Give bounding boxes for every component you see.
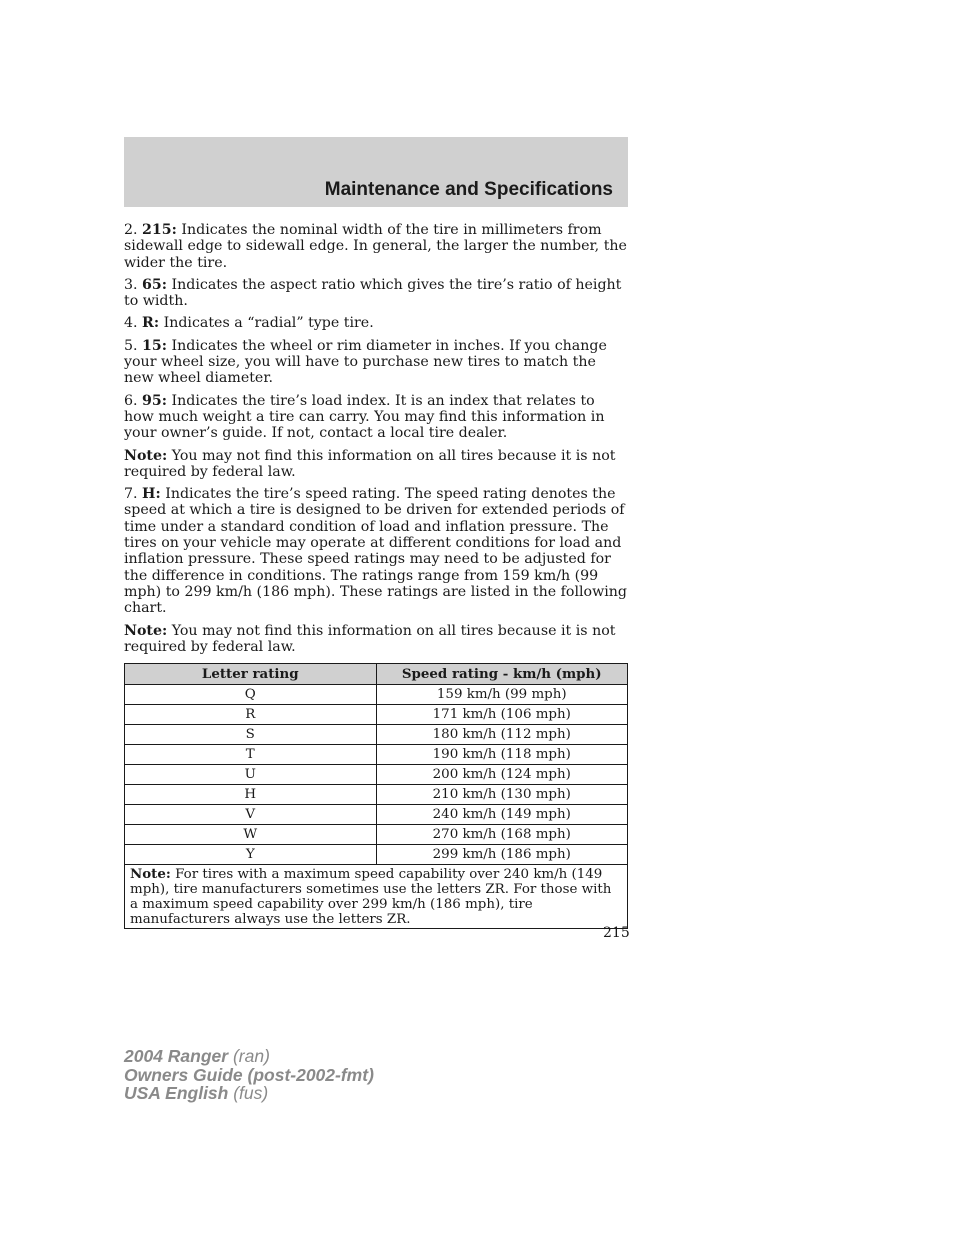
table-header-row [125, 664, 628, 685]
footer-code: (ran) [228, 1046, 270, 1066]
item-text: Indicates a “radial” type tire. [159, 315, 374, 332]
list-item [124, 315, 628, 331]
note-label: Note: [130, 866, 171, 883]
table-row [125, 745, 628, 765]
item-label: 15: [142, 337, 168, 354]
item-text: Indicates the wheel or rim diameter in inches. If you change your wheel size, you will have to purchase new tires to match the new wheel diameter. [124, 337, 607, 387]
list-item [124, 338, 628, 387]
item-text: Indicates the tire’s load index. It is an index that relates to how much weight a tire can carry. You may find this information in your owner’s guide. If not, contact a local tire dealer. [124, 392, 605, 442]
note-text: For tires with a maximum speed capability over 240 km/h (149 mph), tire manufacturers sometimes use the letters ZR. For those with a maximum speed capability over 299 km/h (186 mph), tire manufacturers always use the letters ZR. [130, 867, 612, 928]
footer-language: USA English [124, 1083, 229, 1103]
list-item [124, 222, 628, 271]
list-item [124, 277, 628, 310]
speed-cell: 210 km/h (130 mph) [376, 785, 628, 805]
letter-cell: W [125, 825, 377, 845]
column-header: Speed rating - km/h (mph) [376, 664, 628, 685]
letter-cell: H [125, 785, 377, 805]
item-number: 2. [124, 222, 143, 238]
footer-line [124, 1047, 374, 1066]
item-number: 7. [124, 486, 143, 503]
note-paragraph [124, 448, 628, 481]
page-number: 215 [603, 925, 630, 941]
table-row [125, 725, 628, 745]
footer-model: 2004 Ranger [124, 1046, 229, 1066]
item-number: 5. [124, 337, 143, 354]
speed-cell: 171 km/h (106 mph) [376, 705, 628, 725]
speed-cell: 200 km/h (124 mph) [376, 765, 628, 785]
speed-cell: 180 km/h (112 mph) [376, 725, 628, 745]
speed-cell: 159 km/h (99 mph) [376, 685, 628, 705]
column-header: Letter rating [125, 664, 377, 685]
table-row [125, 685, 628, 705]
table-row [125, 785, 628, 805]
table-row [125, 805, 628, 825]
letter-cell: R [125, 705, 377, 725]
note-text: You may not find this information on all tires because it is not required by federal law. [124, 447, 616, 480]
table-row [125, 825, 628, 845]
letter-cell: T [125, 745, 377, 765]
speed-cell: 240 km/h (149 mph) [376, 805, 628, 825]
letter-cell: S [125, 725, 377, 745]
table-note [125, 865, 628, 929]
section-title: Maintenance and Specifications [324, 179, 613, 200]
item-label: 215: [142, 222, 177, 238]
item-label: H: [142, 486, 161, 503]
footer-code: (fus) [228, 1083, 269, 1103]
footer-line [124, 1084, 374, 1103]
item-text: Indicates the aspect ratio which gives the tire’s ratio of height to width. [124, 276, 622, 310]
item-number: 3. [124, 276, 143, 293]
speed-cell: 299 km/h (186 mph) [376, 845, 628, 865]
list-item [124, 393, 628, 442]
footer-guide: Owners Guide (post-2002-fmt) [124, 1064, 374, 1085]
body-content [124, 222, 628, 929]
document-footer [124, 1047, 374, 1103]
list-item [124, 486, 628, 616]
note-label: Note: [124, 447, 168, 464]
footer-line [124, 1066, 374, 1085]
table-row [125, 705, 628, 725]
item-label: R: [142, 315, 160, 332]
note-text: You may not find this information on all tires because it is not required by federal law. [124, 622, 616, 655]
item-text: Indicates the nominal width of the tire in millimeters from sidewall edge to sidewall edge. In general, the larger the number, the wider the tire. [124, 222, 627, 271]
item-label: 65: [142, 276, 168, 293]
item-text: Indicates the tire’s speed rating. The speed rating denotes the speed at which a tire is designed to be driven for extended periods of time under a standard condition of load and inflation pressure. The tires on your vehicle may operate at different conditions for load and inflation pressure. These speed ratings may need to be adjusted for the difference in conditions. The ratings range from 159 km/h (99 mph) to 299 km/h (186 mph). These ratings are listed in the following chart. [124, 486, 627, 617]
table-note-row [125, 865, 628, 929]
note-label: Note: [124, 622, 168, 639]
speed-rating-table [124, 663, 628, 929]
speed-cell: 190 km/h (118 mph) [376, 745, 628, 765]
letter-cell: V [125, 805, 377, 825]
letter-cell: Y [125, 845, 377, 865]
speed-cell: 270 km/h (168 mph) [376, 825, 628, 845]
item-number: 4. [124, 315, 143, 332]
table-row [125, 845, 628, 865]
letter-cell: Q [125, 685, 377, 705]
item-label: 95: [142, 392, 168, 409]
item-number: 6. [124, 392, 143, 409]
note-paragraph [124, 623, 628, 656]
table-row [125, 765, 628, 785]
letter-cell: U [125, 765, 377, 785]
section-header [124, 137, 628, 207]
